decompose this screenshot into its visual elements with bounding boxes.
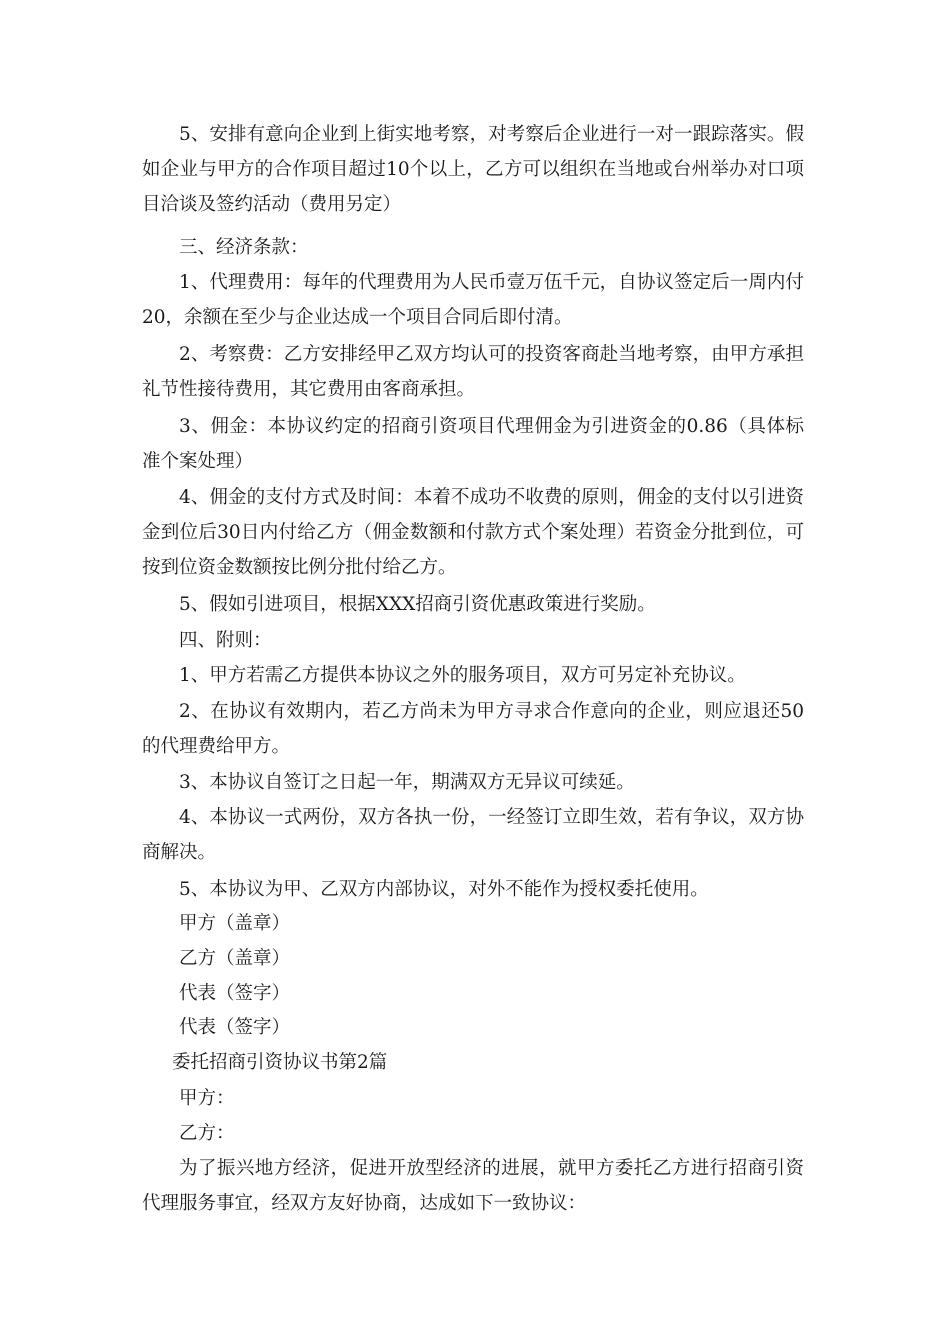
paragraph-agency-fee: 1、代理费用：每年的代理费用为人民币壹万伍千元，自协议签定后一周内付20，余额在至少与企业达成一个项目合同后即付清。 [142,272,804,328]
signature-party-a-seal: 甲方（盖章） [179,913,291,934]
paragraph-incentive: 5、假如引进项目，根据XXX招商引资优惠政策进行奖励。 [179,594,656,615]
heading-supplementary: 四、附则： [179,630,272,651]
signature-representative-2: 代表（签字） [179,1017,291,1038]
paragraph-item5-inspection: 5、安排有意向企业到上街实地考察，对考察后企业进行一对一跟踪落实。假如企业与甲方的合作项目超过10个以上，乙方可以组织在当地或台州举办对口项目洽谈及签约活动（费用另定） [142,124,804,215]
paragraph-inspection-fee: 2、考察费：乙方安排经甲乙双方均认可的投资客商赴当地考察，由甲方承担礼节性接待费用，其它费用由客商承担。 [142,344,804,400]
heading-economic-terms: 三、经济条款： [179,237,309,258]
paragraph-commission-payment: 4、佣金的支付方式及时间：本着不成功不收费的原则，佣金的支付以引进资金到位后30日内付给乙方（佣金数额和付款方式个案处理）若资金分批到位，可按到位资金数额按比例分批付给乙方。 [142,487,804,578]
paragraph-commission: 3、佣金：本协议约定的招商引资项目代理佣金为引进资金的0.86（具体标准个案处理） [142,416,804,472]
party-b-label: 乙方： [179,1123,235,1144]
paragraph-supplementary-2: 2、在协议有效期内，若乙方尚未为甲方寻求合作意向的企业，则应退还50的代理费给甲方。 [142,701,804,757]
paragraph-supplementary-4: 4、本协议一式两份，双方各执一份，一经签订立即生效，若有争议，双方协商解决。 [142,807,804,863]
paragraph-supplementary-5: 5、本协议为甲、乙双方内部协议，对外不能作为授权委托使用。 [179,879,709,900]
signature-party-b-seal: 乙方（盖章） [179,948,291,969]
signature-representative-1: 代表（签字） [179,983,291,1004]
paragraph-preamble: 为了振兴地方经济，促进开放型经济的进展，就甲方委托乙方进行招商引资代理服务事宜，经双方友好协商，达成如下一致协议： [142,1158,804,1214]
paragraph-supplementary-3: 3、本协议自签订之日起一年，期满双方无异议可续延。 [179,772,635,793]
section-title: 委托招商引资协议书第2篇 [172,1052,388,1073]
party-a-label: 甲方： [179,1088,235,1109]
paragraph-supplementary-1: 1、甲方若需乙方提供本协议之外的服务项目，双方可另定补充协议。 [179,665,746,686]
